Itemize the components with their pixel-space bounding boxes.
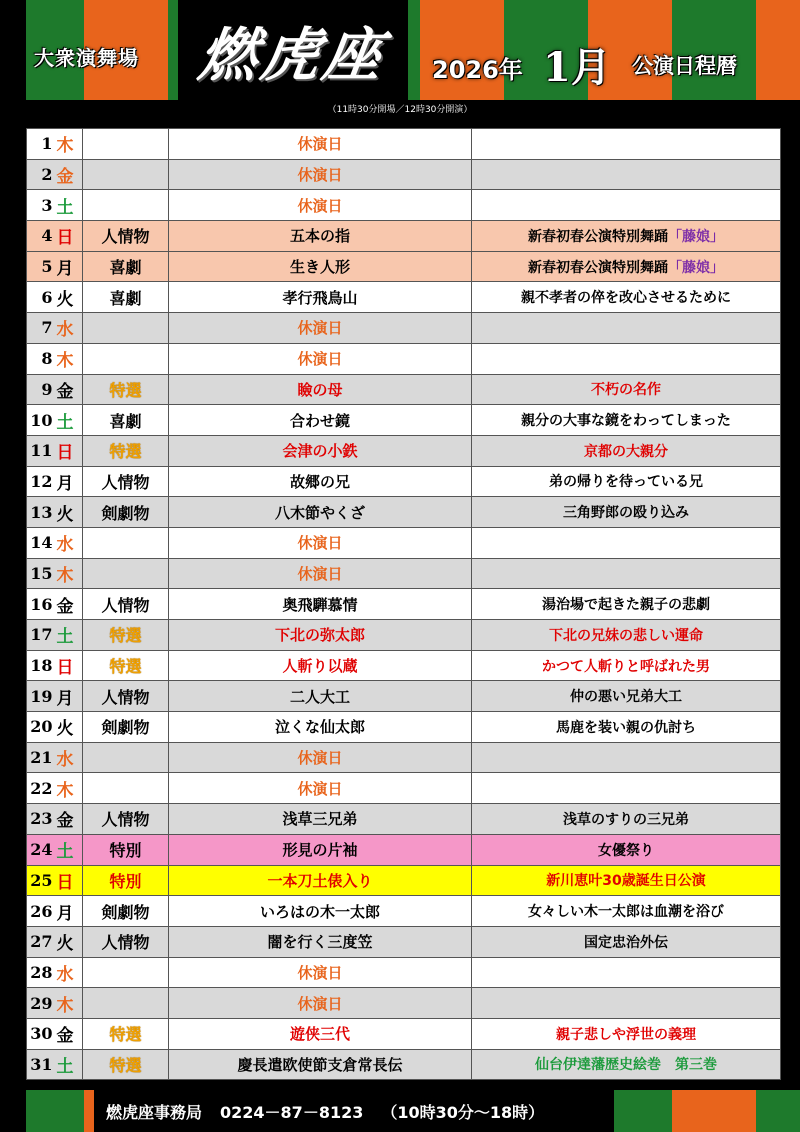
schedule-body [27,129,781,1080]
play-title: 一本刀土俵入り [169,865,472,896]
play-description [472,129,781,160]
day-number: 18 [27,650,55,681]
day-number: 6 [27,282,55,313]
play-category [83,558,169,589]
schedule-row [27,804,781,835]
play-title: 会津の小鉄 [169,435,472,466]
play-description: 新春初春公演特別舞踊「藤娘」 [472,251,781,282]
play-title: 瞼の母 [169,374,472,405]
play-category: 人情物 [83,589,169,620]
play-title: 孝行飛鳥山 [169,282,472,313]
schedule-row [27,405,781,436]
dance-title-highlight: 「藤娘」 [668,228,724,245]
schedule-row [27,435,781,466]
play-category: 特選 [83,374,169,405]
schedule-row [27,896,781,927]
schedule-row [27,773,781,804]
schedule-row [27,988,781,1019]
play-category [83,190,169,221]
schedule-row [27,159,781,190]
play-category: 人情物 [83,926,169,957]
play-category: 人情物 [83,804,169,835]
play-category: 人情物 [83,466,169,497]
play-description: かつて人斬りと呼ばれた男 [472,650,781,681]
day-number: 14 [27,527,55,558]
play-title: 休演日 [169,527,472,558]
play-title: 奥飛騨慕情 [169,589,472,620]
play-title: 休演日 [169,159,472,190]
day-number: 13 [27,497,55,528]
day-of-week: 金 [55,804,83,835]
play-title: 生き人形 [169,251,472,282]
schedule-row [27,620,781,651]
play-description: 女々しい木一太郎は血潮を浴び [472,896,781,927]
play-description: 新川恵叶30歳誕生日公演 [472,865,781,896]
schedule-row [27,957,781,988]
play-title: いろはの木一太郎 [169,896,472,927]
play-category: 喜劇 [83,405,169,436]
day-of-week: 月 [55,896,83,927]
play-description: 下北の兄妹の悲しい運命 [472,620,781,651]
play-title: 浅草三兄弟 [169,804,472,835]
schedule-row [27,251,781,282]
footer-hours: （10時30分～18時） [381,1102,545,1122]
schedule-row [27,282,781,313]
play-description: 親不孝者の倅を改心させるために [472,282,781,313]
day-of-week: 土 [55,1049,83,1080]
schedule-row [27,527,781,558]
day-of-week: 木 [55,343,83,374]
day-number: 19 [27,681,55,712]
schedule-row [27,681,781,712]
play-title: 下北の弥太郎 [169,620,472,651]
play-title: 休演日 [169,988,472,1019]
day-number: 20 [27,712,55,743]
dance-title-highlight: 「藤娘」 [668,259,724,276]
schedule-row [27,221,781,252]
schedule-row [27,558,781,589]
play-category: 特選 [83,650,169,681]
play-category: 人情物 [83,221,169,252]
play-category: 喜劇 [83,282,169,313]
play-category [83,957,169,988]
day-number: 10 [27,405,55,436]
day-number: 9 [27,374,55,405]
play-description: 浅草のすりの三兄弟 [472,804,781,835]
play-description [472,558,781,589]
day-of-week: 水 [55,527,83,558]
play-description: 馬鹿を装い親の仇討ち [472,712,781,743]
schedule-row [27,742,781,773]
play-category: 特選 [83,620,169,651]
day-number: 30 [27,1018,55,1049]
play-category: 喜劇 [83,251,169,282]
footer-contact [94,1090,614,1132]
day-number: 21 [27,742,55,773]
play-title: 遊侠三代 [169,1018,472,1049]
schedule-row [27,497,781,528]
play-category [83,742,169,773]
footer-phone: 0224－87－8123 [220,1102,364,1122]
logo-text: 燃虎座 [194,21,391,89]
play-description [472,190,781,221]
play-title: 休演日 [169,129,472,160]
play-category: 剣劇物 [83,712,169,743]
day-of-week: 土 [55,405,83,436]
play-category: 特選 [83,1018,169,1049]
play-title: 形見の片袖 [169,834,472,865]
play-category: 人情物 [83,681,169,712]
day-of-week: 火 [55,497,83,528]
day-of-week: 金 [55,589,83,620]
day-of-week: 木 [55,988,83,1019]
play-title: 休演日 [169,957,472,988]
day-number: 27 [27,926,55,957]
play-category [83,773,169,804]
play-title: 慶長遣欧使節支倉常長伝 [169,1049,472,1080]
header-year: 2026年 [432,56,523,84]
play-description: 国定忠治外伝 [472,926,781,957]
schedule-table [26,128,781,1080]
day-of-week: 水 [55,957,83,988]
day-number: 16 [27,589,55,620]
play-category: 剣劇物 [83,896,169,927]
day-of-week: 月 [55,681,83,712]
play-title: 休演日 [169,313,472,344]
schedule-row [27,865,781,896]
day-of-week: 土 [55,190,83,221]
day-of-week: 日 [55,865,83,896]
play-category [83,313,169,344]
day-number: 3 [27,190,55,221]
play-description [472,773,781,804]
play-description [472,957,781,988]
play-category [83,527,169,558]
play-title: 休演日 [169,742,472,773]
day-number: 4 [27,221,55,252]
schedule-row [27,466,781,497]
day-number: 17 [27,620,55,651]
play-description: 仙台伊達藩歴史絵巻 第三巻 [472,1049,781,1080]
schedule-row [27,834,781,865]
venue-label: 大衆演舞場 [34,46,139,70]
day-of-week: 日 [55,221,83,252]
play-title: 二人大工 [169,681,472,712]
play-description [472,159,781,190]
schedule-row [27,926,781,957]
play-title: 休演日 [169,190,472,221]
schedule-row [27,343,781,374]
day-of-week: 金 [55,1018,83,1049]
play-description [472,313,781,344]
day-number: 1 [27,129,55,160]
day-of-week: 日 [55,650,83,681]
play-title: 合わせ鏡 [169,405,472,436]
play-description [472,988,781,1019]
play-title: 休演日 [169,558,472,589]
play-description: 湯治場で起きた親子の悲劇 [472,589,781,620]
schedule-row [27,1049,781,1080]
day-number: 23 [27,804,55,835]
play-title: 五本の指 [169,221,472,252]
day-of-week: 土 [55,834,83,865]
schedule-row [27,374,781,405]
play-category: 特選 [83,1049,169,1080]
day-number: 31 [27,1049,55,1080]
day-of-week: 水 [55,313,83,344]
play-description: 新春初春公演特別舞踊「藤娘」 [472,221,781,252]
play-category: 特選 [83,435,169,466]
play-category [83,988,169,1019]
day-number: 15 [27,558,55,589]
day-number: 7 [27,313,55,344]
day-of-week: 金 [55,159,83,190]
play-description [472,742,781,773]
day-of-week: 日 [55,435,83,466]
schedule-row [27,1018,781,1049]
play-description [472,343,781,374]
show-hours: （11時30分開場／12時30分開演） [327,105,473,115]
schedule-row [27,712,781,743]
day-number: 28 [27,957,55,988]
play-title: 八木節やくざ [169,497,472,528]
play-category: 特別 [83,834,169,865]
play-description: 親分の大事な鏡をわってしまった [472,405,781,436]
play-title: 休演日 [169,773,472,804]
play-title: 故郷の兄 [169,466,472,497]
footer-office: 燃虎座事務局 [106,1102,203,1122]
day-number: 29 [27,988,55,1019]
day-of-week: 土 [55,620,83,651]
day-of-week: 木 [55,773,83,804]
day-of-week: 木 [55,558,83,589]
day-number: 5 [27,251,55,282]
play-description: 京都の大親分 [472,435,781,466]
schedule-row [27,313,781,344]
play-category: 剣劇物 [83,497,169,528]
header-month: 1月 [543,44,611,91]
day-number: 12 [27,466,55,497]
schedule-row [27,190,781,221]
day-number: 8 [27,343,55,374]
play-category [83,159,169,190]
play-title: 休演日 [169,343,472,374]
play-category: 特別 [83,865,169,896]
schedule-row [27,589,781,620]
play-title: 人斬り以蔵 [169,650,472,681]
play-title: 闇を行く三度笠 [169,926,472,957]
theater-logo [178,0,408,100]
day-number: 2 [27,159,55,190]
day-number: 24 [27,834,55,865]
day-number: 11 [27,435,55,466]
day-of-week: 火 [55,926,83,957]
play-description: 弟の帰りを待っている兄 [472,466,781,497]
play-description: 不朽の名作 [472,374,781,405]
day-of-week: 木 [55,129,83,160]
play-description: 仲の悪い兄弟大工 [472,681,781,712]
day-of-week: 火 [55,282,83,313]
schedule-row [27,129,781,160]
day-number: 25 [27,865,55,896]
play-category [83,343,169,374]
day-of-week: 月 [55,466,83,497]
play-description: 親子悲しや浮世の義理 [472,1018,781,1049]
play-title: 泣くな仙太郎 [169,712,472,743]
play-category [83,129,169,160]
header-subtitle: 公演日程暦 [632,54,737,78]
play-description: 女優祭り [472,834,781,865]
day-of-week: 火 [55,712,83,743]
schedule-row [27,650,781,681]
play-description [472,527,781,558]
day-number: 22 [27,773,55,804]
day-of-week: 月 [55,251,83,282]
day-of-week: 水 [55,742,83,773]
day-number: 26 [27,896,55,927]
day-of-week: 金 [55,374,83,405]
play-description: 三角野郎の殴り込み [472,497,781,528]
